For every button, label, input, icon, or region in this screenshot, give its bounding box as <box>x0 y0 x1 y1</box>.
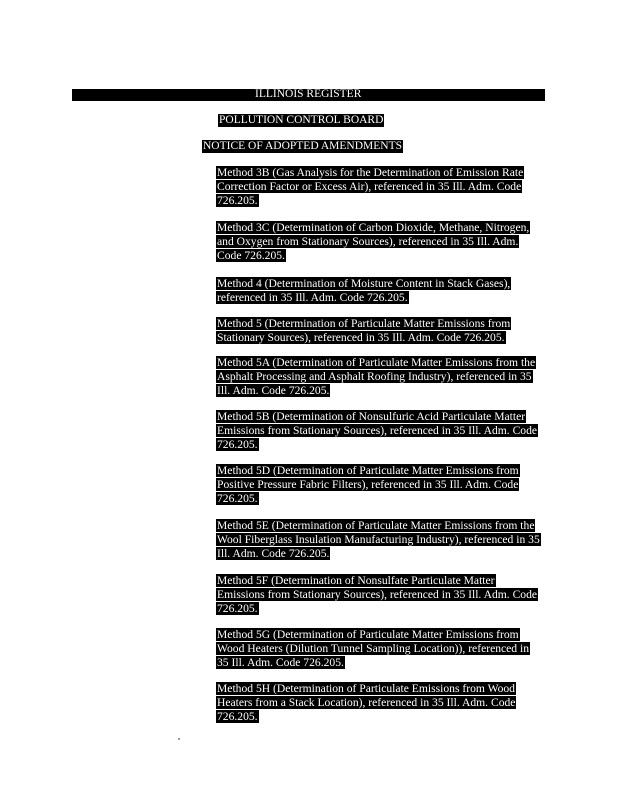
list-item <box>216 682 540 724</box>
list-item-text: Method 5A (Determination of Particulate Matter Emissions from the Asphalt Processing and Asphalt Roofing Industry), referenced in 35 Ill. Adm. Code 726.205. <box>217 356 536 397</box>
register-title: ILLINOIS REGISTER <box>255 88 362 100</box>
list-item <box>216 166 540 208</box>
notice-title: NOTICE OF ADOPTED AMENDMENTS <box>203 140 403 152</box>
list-item <box>216 574 540 616</box>
list-item-text: Method 5H (Determination of Particulate Emissions from Wood Heaters from a Stack Location), referenced in 35 Ill. Adm. Code 726.205. <box>217 682 516 723</box>
list-item-text: Method 3B (Gas Analysis for the Determination of Emission Rate Correction Factor or Excess Air), referenced in 35 Ill. Adm. Code 726.205. <box>217 166 524 207</box>
list-item-text: Method 5E (Determination of Particulate Matter Emissions from the Wool Fiberglass Insulation Manufacturing Industry), referenced in 35 Ill. Adm. Code 726.205. <box>217 519 540 560</box>
list-item-text: Method 4 (Determination of Moisture Content in Stack Gases), referenced in 35 Ill. Adm. Code 726.205. <box>217 277 511 304</box>
list-item <box>216 410 540 452</box>
list-item <box>216 277 540 305</box>
list-item-text: Method 3C (Determination of Carbon Dioxide, Methane, Nitrogen, and Oxygen from Stationary Sources), referenced in 35 Ill. Adm. Code 726.205. <box>217 221 530 262</box>
list-item <box>216 628 540 670</box>
list-item-text: Method 5B (Determination of Nonsulfuric Acid Particulate Matter Emissions from Stationary Sources), referenced in 35 Ill. Adm. Code 726.205. <box>217 410 538 451</box>
list-item-text: Method 5G (Determination of Particulate Matter Emissions from Wood Heaters (Dilution Tunnel Sampling Location)), referenced in 35 Ill. Adm. Code 726.205. <box>217 628 530 669</box>
list-item <box>216 464 540 506</box>
list-item <box>216 519 540 561</box>
list-item <box>216 356 540 398</box>
list-item <box>216 317 540 345</box>
list-item-text: Method 5F (Determination of Nonsulfate Particulate Matter Emissions from Stationary Sources), referenced in 35 Ill. Adm. Code 726.205. <box>217 574 538 615</box>
scan-speck <box>178 738 180 740</box>
board-title: POLLUTION CONTROL BOARD <box>219 114 384 126</box>
list-item <box>216 221 540 263</box>
list-item-text: Method 5 (Determination of Particulate Matter Emissions from Stationary Sources), referenced in 35 Ill. Adm. Code 726.205. <box>217 317 511 344</box>
list-item-text: Method 5D (Determination of Particulate Matter Emissions from Positive Pressure Fabric Filters), referenced in 35 Ill. Adm. Code 726.205. <box>217 464 519 505</box>
